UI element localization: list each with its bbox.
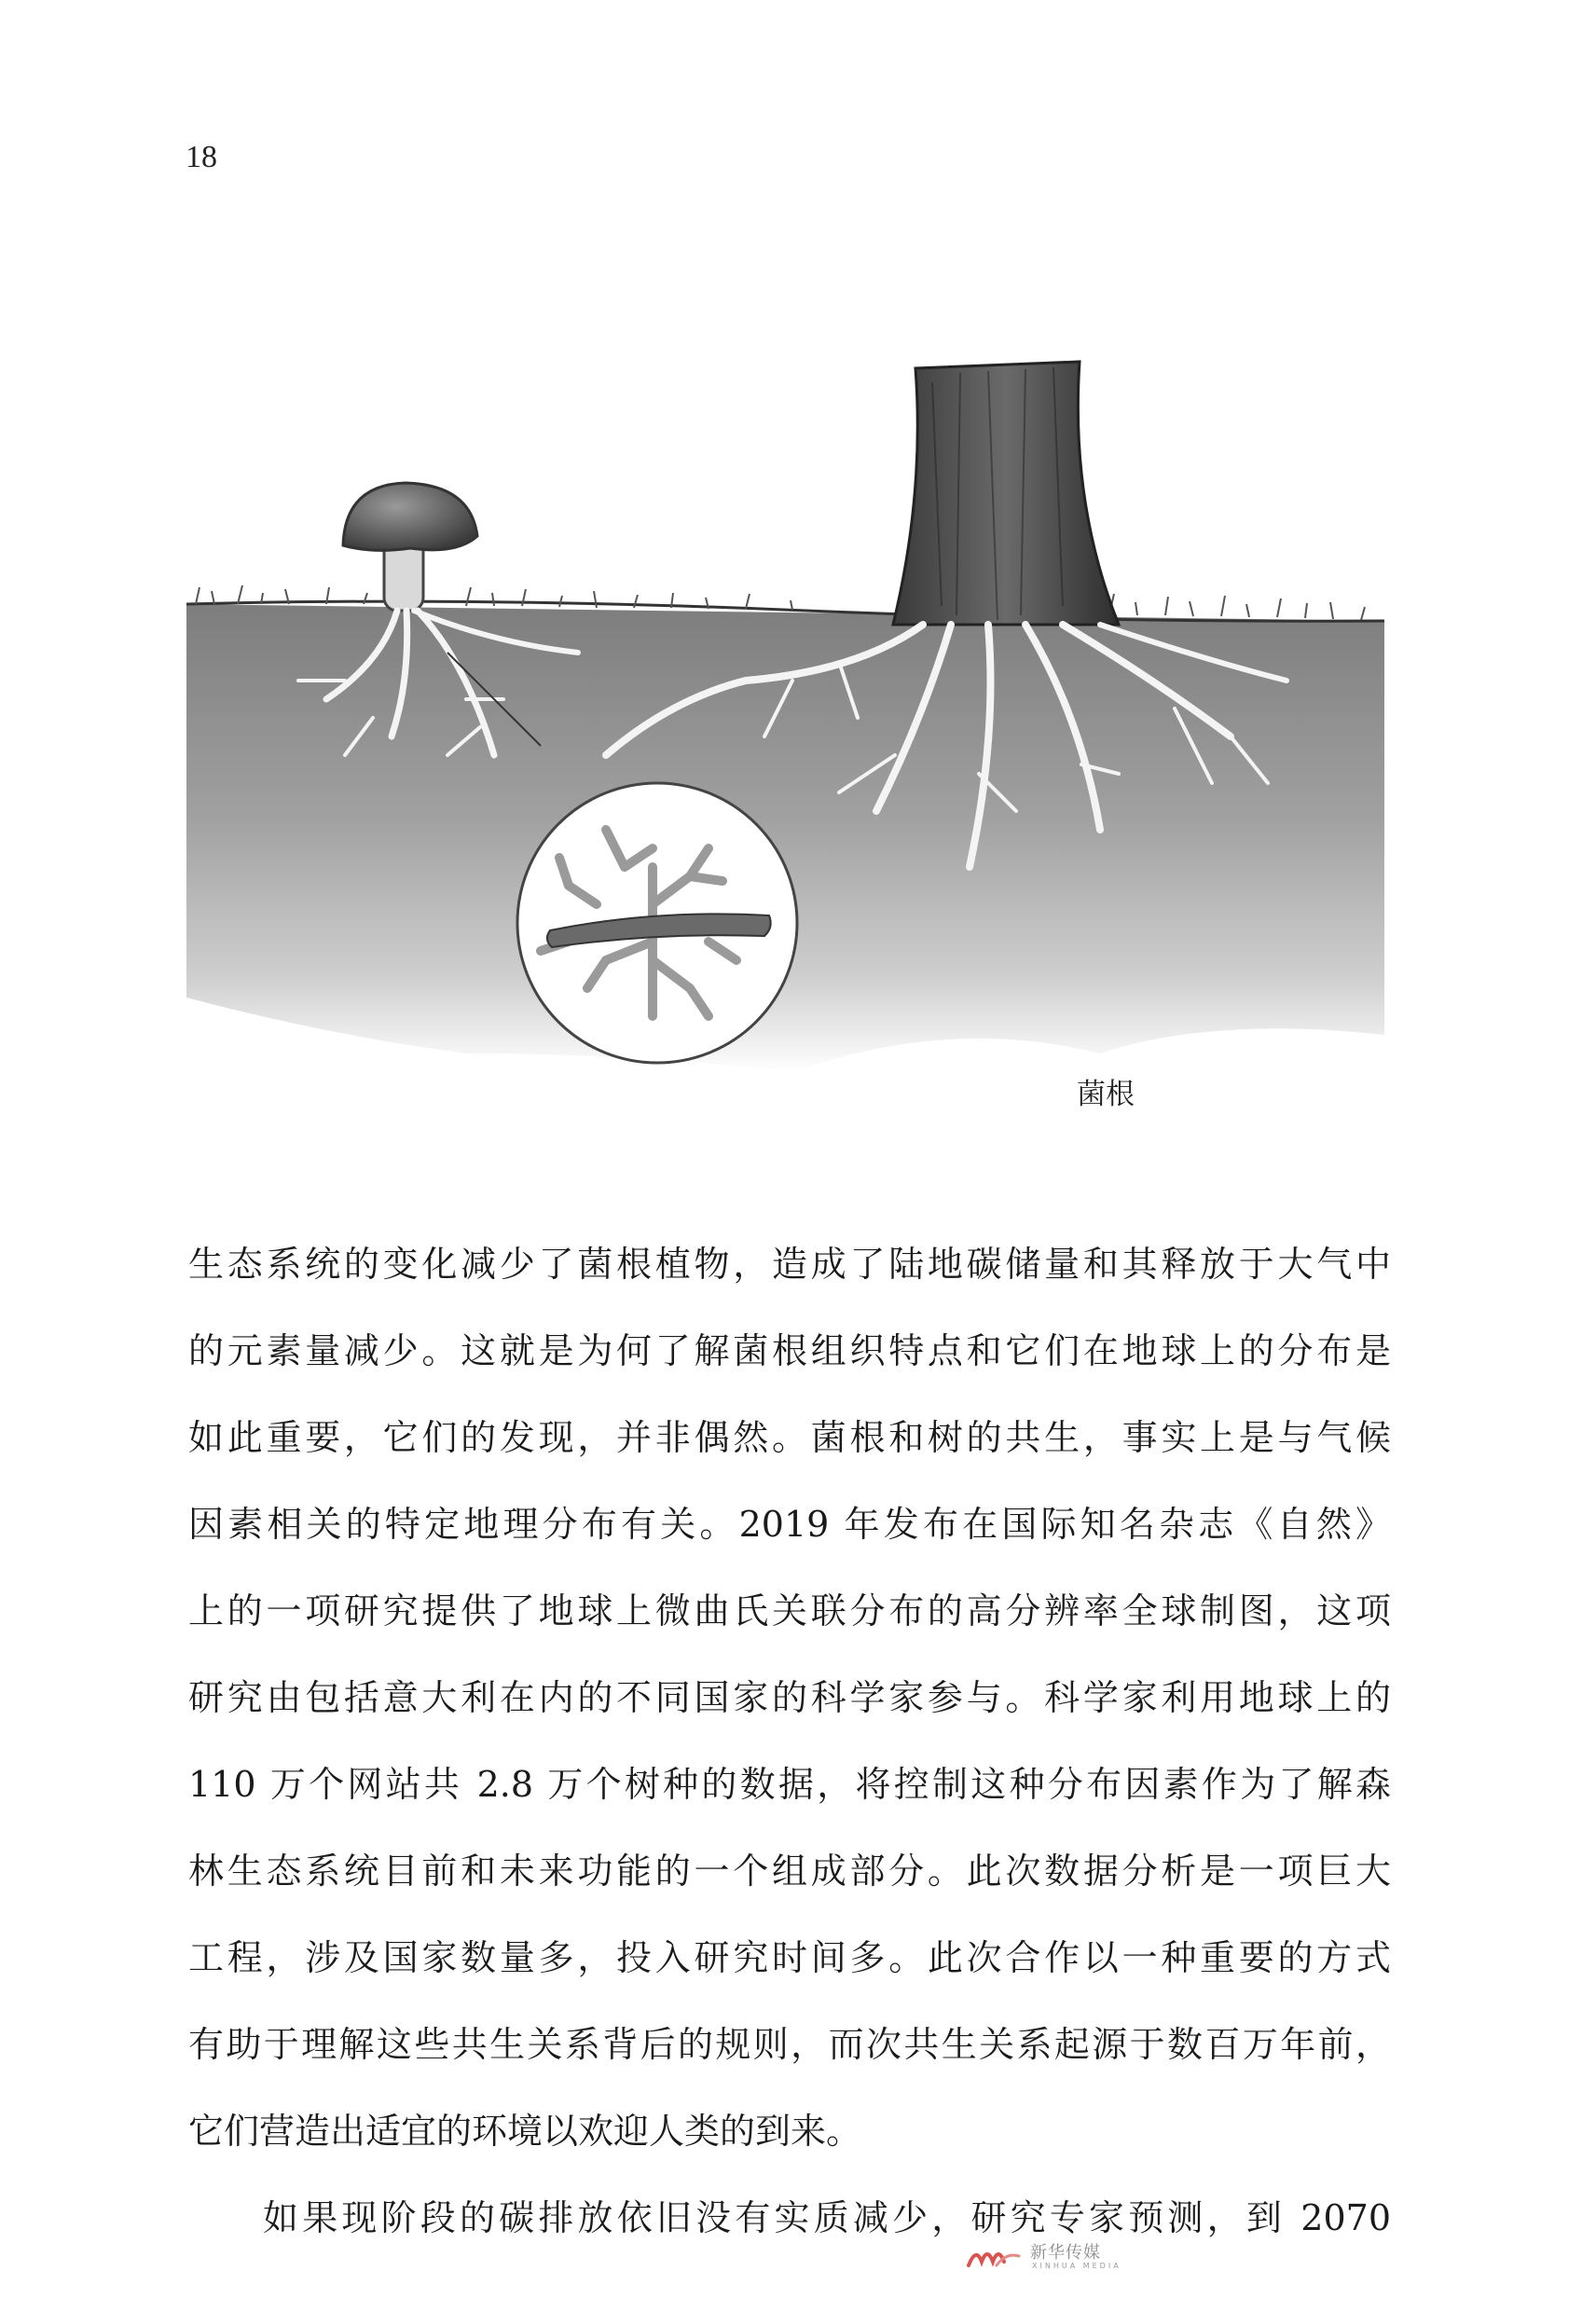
text-line: 因素相关的特定地理分布有关。2019 年发布在国际知名杂志《自然》 <box>188 1504 1391 1545</box>
text-line: 110 万个网站共 2.8 万个树种的数据，将控制这种分布因素作为了解森 <box>188 1764 1391 1805</box>
text-line: 有助于理解这些共生关系背后的规则，而次共生关系起源于数百万年前， <box>188 2024 1391 2065</box>
page-number: 18 <box>186 140 217 174</box>
body-text <box>188 1221 1391 2262</box>
text-line: 生态系统的变化减少了菌根植物，造成了陆地碳储量和其释放于大气中 <box>188 1244 1391 1285</box>
publisher-logo-icon <box>965 2237 1023 2275</box>
text-line: 如此重要，它们的发现，并非偶然。菌根和树的共生，事实上是与气候 <box>188 1417 1391 1458</box>
text-line: 如果现阶段的碳排放依旧没有实质减少，研究专家预测，到 2070 <box>263 2197 1391 2238</box>
text-line: 它们营造出适宜的环境以欢迎人类的到来。 <box>188 2111 862 2152</box>
text-line: 的元素量减少。这就是为何了解菌根组织特点和它们在地球上的分布是 <box>188 1330 1391 1371</box>
figure-caption: 菌根 <box>1077 1078 1135 1111</box>
publisher-logo <box>965 2237 1133 2284</box>
text-line: 工程，涉及国家数量多，投入研究时间多。此次合作以一种重要的方式 <box>188 1937 1391 1978</box>
publisher-logo-subtext: XINHUA MEDIA <box>1032 2262 1121 2270</box>
text-line: 林生态系统目前和未来功能的一个组成部分。此次数据分析是一项巨大 <box>188 1851 1391 1892</box>
publisher-logo-text: 新华传媒 <box>1030 2243 1101 2263</box>
mycorrhiza-illustration <box>186 345 1384 1091</box>
text-line: 上的一项研究提供了地球上微曲氏关联分布的高分辨率全球制图，这项 <box>188 1590 1391 1631</box>
text-line: 研究由包括意大利在内的不同国家的科学家参与。科学家利用地球上的 <box>188 1677 1391 1718</box>
